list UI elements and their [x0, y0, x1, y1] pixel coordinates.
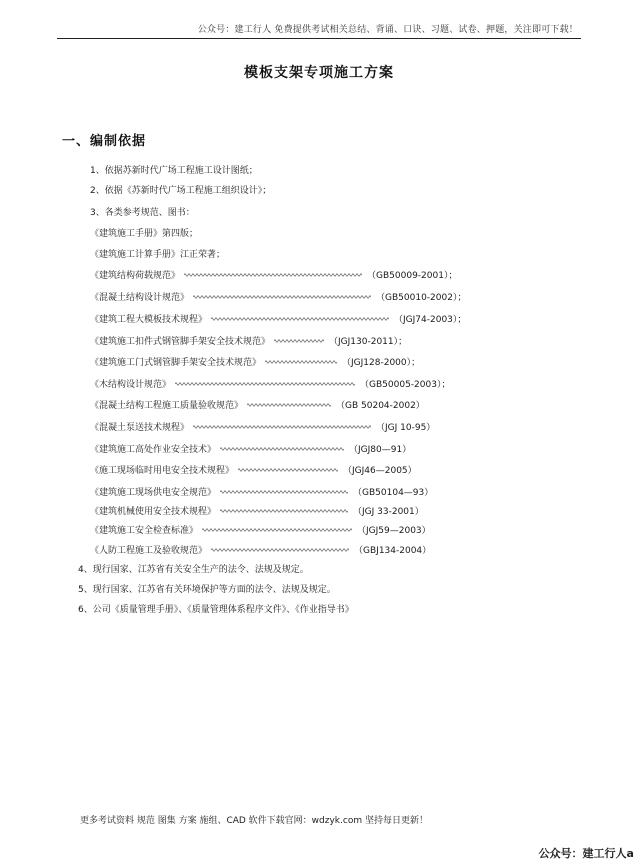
section-heading: 一、编制依据 — [62, 134, 147, 149]
wavy-leader-line — [202, 527, 352, 533]
standard-code: （JGJ128-2000）； — [342, 358, 421, 368]
standard-code: （JGJ46—2005） — [343, 466, 417, 476]
wavy-leader-line — [193, 294, 371, 300]
basis-item: 1、依据苏新时代广场工程施工设计图纸； — [90, 166, 258, 176]
standard-code: （JGJ 10-95） — [376, 423, 436, 433]
standard-code: （GB50009-2001）； — [367, 271, 458, 281]
standard-code: （GB50010-2002）； — [376, 293, 467, 303]
header-note: 公众号：建工行人 免费提供考试相关总结、背诵、口诀、习题、试卷、押题，关注即可下载！ — [197, 25, 578, 35]
document-title: 模板支架专项施工方案 — [244, 65, 394, 81]
standard-code: （GB50005-2003）； — [360, 380, 451, 390]
standard-title: 《建筑结构荷载规范》 — [90, 271, 181, 281]
standard-entry — [90, 377, 450, 390]
standard-entry — [90, 290, 466, 303]
standard-entry — [90, 398, 425, 411]
standard-title: 《人防工程施工及验收规范》 — [90, 546, 208, 556]
standard-title: 《混凝土结构设计规范》 — [90, 293, 190, 303]
wavy-leader-line — [220, 489, 348, 495]
standard-code: （JGJ80—91） — [349, 445, 412, 455]
standard-entry — [90, 485, 433, 498]
standard-entry — [90, 523, 431, 536]
standard-entry — [90, 355, 420, 368]
standard-entry — [90, 442, 411, 455]
basis-item: 4、现行国家、江苏省有关安全生产的法令、法规及规定。 — [78, 565, 309, 575]
standard-title: 《混凝土泵送技术规程》 — [90, 423, 190, 433]
wavy-leader-line — [247, 402, 331, 408]
wavy-leader-line — [274, 338, 324, 344]
wavy-leader-line — [238, 467, 338, 473]
standard-title: 《建筑施工扣件式钢管脚手架安全技术规范》 — [90, 337, 271, 347]
standard-code: （JGJ130-2011）； — [329, 337, 408, 347]
standard-title: 《建筑工程大模板技术规程》 — [90, 315, 208, 325]
standard-entry — [90, 268, 457, 281]
standard-code: （JGJ 33-2001） — [353, 507, 424, 517]
standard-entry — [90, 543, 431, 556]
basis-item: 3、各类参考规范、图书： — [90, 208, 195, 218]
wavy-leader-line — [220, 446, 344, 452]
wavy-leader-line — [265, 359, 337, 365]
standard-entry — [90, 463, 417, 476]
standard-title: 《建筑施工门式钢管脚手架安全技术规范》 — [90, 358, 262, 368]
standard-entry — [90, 334, 407, 347]
standard-title: 《建筑施工安全检查标准》 — [90, 526, 199, 536]
wavy-leader-line — [211, 547, 349, 553]
wavy-leader-line — [175, 381, 355, 387]
standard-code: （GB 50204-2002） — [336, 401, 425, 411]
brand-label: 公众号：建工行人a — [538, 847, 634, 860]
standard-title: 《施工现场临时用电安全技术规程》 — [90, 466, 235, 476]
reference-book: 《建筑施工手册》第四版； — [90, 229, 199, 239]
standard-code: （GB50104—93） — [353, 488, 434, 498]
wavy-leader-line — [193, 424, 371, 430]
wavy-leader-line — [184, 272, 362, 278]
basis-item: 6、公司《质量管理手册》、《质量管理体系程序文件》、《作业指导书》 — [78, 605, 354, 615]
wavy-leader-line — [220, 508, 348, 514]
footer-note: 更多考试资料 规范 图集 方案 施组、CAD 软件下载官网：wdzyk.com 坚持每日更新！ — [80, 816, 428, 826]
reference-book: 《建筑施工计算手册》江正荣著； — [90, 250, 226, 260]
standard-title: 《建筑施工现场供电安全规范》 — [90, 488, 217, 498]
standard-entry — [90, 504, 424, 517]
standard-title: 《混凝土结构工程施工质量验收规范》 — [90, 401, 244, 411]
standard-entry — [90, 312, 466, 325]
standard-code: （JGJ74-2003）； — [394, 315, 467, 325]
header-divider — [57, 38, 581, 39]
basis-item: 5、现行国家、江苏省有关环境保护等方面的法令、法规及规定。 — [78, 585, 336, 595]
standard-code: （GBJ134-2004） — [354, 546, 432, 556]
standard-entry — [90, 420, 435, 433]
wavy-leader-line — [211, 316, 389, 322]
standard-title: 《建筑机械使用安全技术规程》 — [90, 507, 217, 517]
basis-item: 2、依据《苏新时代广场工程施工组织设计》； — [90, 186, 272, 196]
standard-code: （JGJ59—2003） — [357, 526, 431, 536]
standard-title: 《木结构设计规范》 — [90, 380, 172, 390]
standard-title: 《建筑施工高处作业安全技术》 — [90, 445, 217, 455]
